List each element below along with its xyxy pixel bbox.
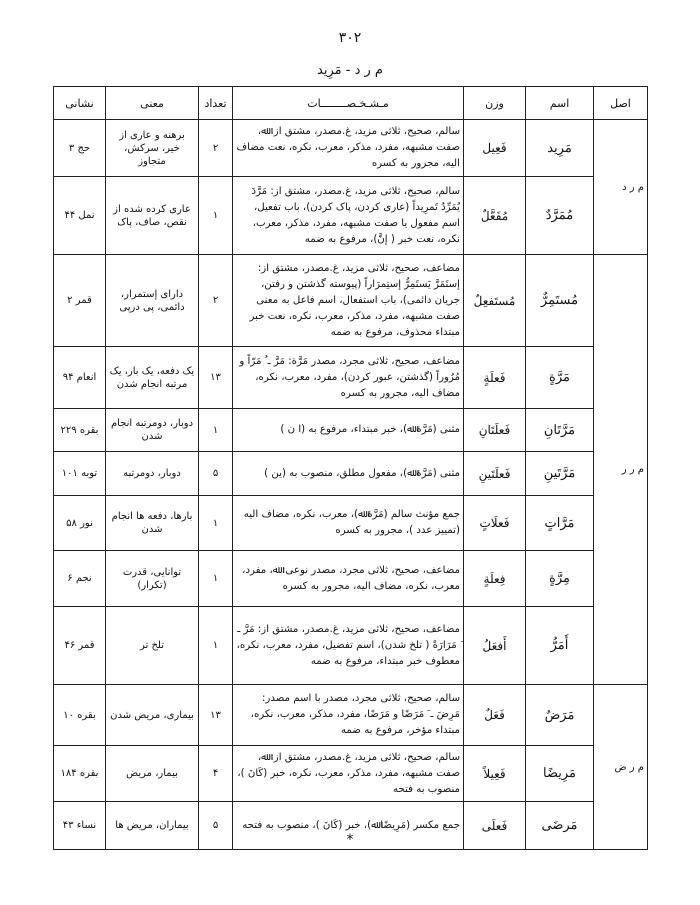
esm-cell: مُمَرَّدٌ bbox=[526, 177, 594, 255]
mani-cell: دارای إستمرار، دائمی، پی درپی bbox=[106, 255, 199, 347]
table-row bbox=[54, 409, 648, 452]
lexicon-table bbox=[53, 86, 648, 850]
esm-cell: أَمَرُّ bbox=[526, 607, 594, 685]
moshakhasat-cell: جمع مکسر (مَرِیضًا ﷲ)، خبر (کَانَ )، منصوب به فتحه bbox=[233, 802, 464, 850]
page-number: ۳۰۲ bbox=[338, 30, 362, 46]
esm-cell: مَرِیضًا bbox=[526, 746, 594, 802]
neshani-cell: بقره ۱۸۴ bbox=[54, 746, 106, 802]
moshakhasat-cell: سالم، صحیح، ثلاثی مجرد، مصدر با اسم مصدر: مَرِضَ ـ َ مَرَضًا و مَرَضًا، مفرد، مذکر، معرب، نکره، مبتداء مؤخر، مرفوع به ضمه bbox=[233, 685, 464, 746]
header-mani: معنی bbox=[106, 87, 199, 120]
neshani-cell: نمل ۴۴ bbox=[54, 177, 106, 255]
table-row bbox=[54, 746, 648, 802]
header-moshakhasat: مـشـخـصــــــــات bbox=[233, 87, 464, 120]
mani-cell: بیمار، مریض bbox=[106, 746, 199, 802]
moshakhasat-cell: مثنی (مَرَّة ﷲ)، خبر مبتداء، مرفوع به (ا ن ) bbox=[233, 409, 464, 452]
table-row bbox=[54, 496, 648, 551]
tedad-cell: ۱۳ bbox=[199, 685, 233, 746]
tedad-cell: ۱ bbox=[199, 551, 233, 607]
tedad-cell: ۲ bbox=[199, 120, 233, 177]
tedad-cell: ۲ bbox=[199, 255, 233, 347]
moshakhasat-cell: مضاعف، صحیح، ثلاثی مزید، غ.مصدر، مشتق از: إستَمَرَّ یَستَمِرُّ إستِمرَاراً (پیوسته گذشتن و رفتن، جریان دائمی)، باب استفعال، اسم فاعل به معنی صفت مشبهه، مفرد، مذکر، معرب، نکره، نعت خبر مبتداء محذوف، مرفوع به ضمه bbox=[233, 255, 464, 347]
page-title: م ر د - مَرِید bbox=[317, 63, 383, 78]
table-row bbox=[54, 255, 648, 347]
tedad-cell: ۱ bbox=[199, 409, 233, 452]
vazn-cell: فَعلَةٍ bbox=[464, 347, 526, 409]
neshani-cell: حج ۳ bbox=[54, 120, 106, 177]
vazn-cell: فَعَلٌ bbox=[464, 685, 526, 746]
vazn-cell: أَفعَلُ bbox=[464, 607, 526, 685]
mani-cell: بارها، دفعه ها انجام شدن bbox=[106, 496, 199, 551]
moshakhasat-cell: سالم، صحیح، ثلاثی مزید، غ.مصدر، مشتق از: ﷲ، صفت مشبهه، مفرد، مذکر، معرب، نکره، خبر (کَانَ )، منصوب به فتحه bbox=[233, 746, 464, 802]
esm-cell: مَرَّةٍ bbox=[526, 347, 594, 409]
moshakhasat-cell: مضاعف، صحیح، ثلاثی مجرد، مصدر مَرَّة: مَرَّ ـ ُ مَرّاً و مُرُوراً (گذشتن، عبور کردن)، مفرد، معرب، نکره، مضاف الیه، مجرور به کسره bbox=[233, 347, 464, 409]
vazn-cell: فَعِیلاً bbox=[464, 746, 526, 802]
moshakhasat-cell: مثنی (مَرَّة ﷲ)، مفعول مطلق، منصوب به (ین ) bbox=[233, 452, 464, 496]
tedad-cell: ۱ bbox=[199, 496, 233, 551]
neshani-cell: نجم ۶ bbox=[54, 551, 106, 607]
vazn-cell: مُستَفعِلٌ bbox=[464, 255, 526, 347]
moshakhasat-cell: سالم، صحیح، ثلاثی مزید، غ.مصدر، مشتق از: ﷲ، صفت مشبهه، مفرد، مذکر، معرب، نکره، نعت مضاف الیه، مجرور به کسره bbox=[233, 120, 464, 177]
mani-cell: برهنه و عاری از خیر، سرکش، متجاوز bbox=[106, 120, 199, 177]
vazn-cell: فَعلَتَانِ bbox=[464, 409, 526, 452]
esm-cell: مَرضَی bbox=[526, 802, 594, 850]
moshakhasat-cell: مضاعف، صحیح، ثلاثی مجرد، مصدر نوعی: ﷲ، مفرد، معرب، نکره، مضاف الیه، مجرور به کسره bbox=[233, 551, 464, 607]
neshani-cell: نساء ۴۳ bbox=[54, 802, 106, 850]
header-row bbox=[54, 87, 648, 120]
mani-cell: توانایی، قدرت (تکرار) bbox=[106, 551, 199, 607]
mani-cell: بیماران، مریض ها bbox=[106, 802, 199, 850]
root-cell: م ر ض bbox=[594, 685, 648, 850]
moshakhasat-cell: جمع مؤنث سالم (مَرَّة ﷲ)، معرب، نکره، مضاف الیه (تمییز عدد )، مجرور به کسره bbox=[233, 496, 464, 551]
mani-cell: دوبار، دومرتبه انجام شدن bbox=[106, 409, 199, 452]
root-cell: م ر د bbox=[594, 120, 648, 255]
mani-cell: تلخ تر bbox=[106, 607, 199, 685]
mani-cell: یک دفعه، یک بار، یک مرتبه انجام شدن bbox=[106, 347, 199, 409]
header-vazn: وزن bbox=[464, 87, 526, 120]
mani-cell: دوبار، دومرتبه bbox=[106, 452, 199, 496]
table-row bbox=[54, 607, 648, 685]
moshakhasat-cell: مضاعف، صحیح، ثلاثی مزید، غ.مصدر، مشتق از: مَرَّ ـ َ مَرَارَةً ( تلخ شدن)، اسم تفضیل، مفرد، معرب، نکره، معطوف خبر مبتداء، مرفوع به ضمه bbox=[233, 607, 464, 685]
table-row bbox=[54, 120, 648, 177]
header-esm: اسم bbox=[526, 87, 594, 120]
table-row bbox=[54, 347, 648, 409]
neshani-cell: قمر ۴۶ bbox=[54, 607, 106, 685]
neshani-cell: بقره ۱۰ bbox=[54, 685, 106, 746]
esm-cell: مَرَضٌ bbox=[526, 685, 594, 746]
header-asl: اصل bbox=[594, 87, 648, 120]
vazn-cell: فَعلَتَینِ bbox=[464, 452, 526, 496]
footer-asterisk: * bbox=[346, 832, 354, 848]
table-row bbox=[54, 452, 648, 496]
vazn-cell: مُفَعَّلٌ bbox=[464, 177, 526, 255]
vazn-cell: فَعلَی bbox=[464, 802, 526, 850]
vazn-cell: فَعِیل bbox=[464, 120, 526, 177]
tedad-cell: ۴ bbox=[199, 746, 233, 802]
tedad-cell: ۵ bbox=[199, 802, 233, 850]
table-row bbox=[54, 551, 648, 607]
esm-cell: مُستَمِرٌّ bbox=[526, 255, 594, 347]
neshani-cell: نور ۵۸ bbox=[54, 496, 106, 551]
table-row bbox=[54, 177, 648, 255]
mani-cell: عاری کرده شده از نقص، صاف، پاک bbox=[106, 177, 199, 255]
header-neshani: نشانی bbox=[54, 87, 106, 120]
tedad-cell: ۵ bbox=[199, 452, 233, 496]
esm-cell: مَرَّتَینِ bbox=[526, 452, 594, 496]
root-cell: م ر ر bbox=[594, 255, 648, 685]
neshani-cell: انعام ۹۴ bbox=[54, 347, 106, 409]
esm-cell: مَرِید bbox=[526, 120, 594, 177]
neshani-cell: توبه ۱۰۱ bbox=[54, 452, 106, 496]
header-tedad: تعداد bbox=[199, 87, 233, 120]
tedad-cell: ۱ bbox=[199, 177, 233, 255]
mani-cell: بیماری، مریض شدن bbox=[106, 685, 199, 746]
neshani-cell: بقره ۲۲۹ bbox=[54, 409, 106, 452]
esm-cell: مَرَّتَانِ bbox=[526, 409, 594, 452]
table-row bbox=[54, 685, 648, 746]
tedad-cell: ۱ bbox=[199, 607, 233, 685]
esm-cell: مِرَّةٍ bbox=[526, 551, 594, 607]
vazn-cell: فِعلَةٍ bbox=[464, 551, 526, 607]
tedad-cell: ۱۳ bbox=[199, 347, 233, 409]
neshani-cell: قمر ۲ bbox=[54, 255, 106, 347]
moshakhasat-cell: سالم، صحیح، ثلاثی مزید، غ.مصدر، مشتق از: مَرَّدَ یُمَرِّدُ تَمرِیداً (عاری کردن، پاک کردن)، باب تفعیل، اسم مفعول یا صفت مشبهه، مفرد، مذکر، معرب، نکره، نعت خبر ( إنَّ)، مرفوع به ضمه bbox=[233, 177, 464, 255]
vazn-cell: فَعلَاتٍ bbox=[464, 496, 526, 551]
esm-cell: مَرَّاتٍ bbox=[526, 496, 594, 551]
